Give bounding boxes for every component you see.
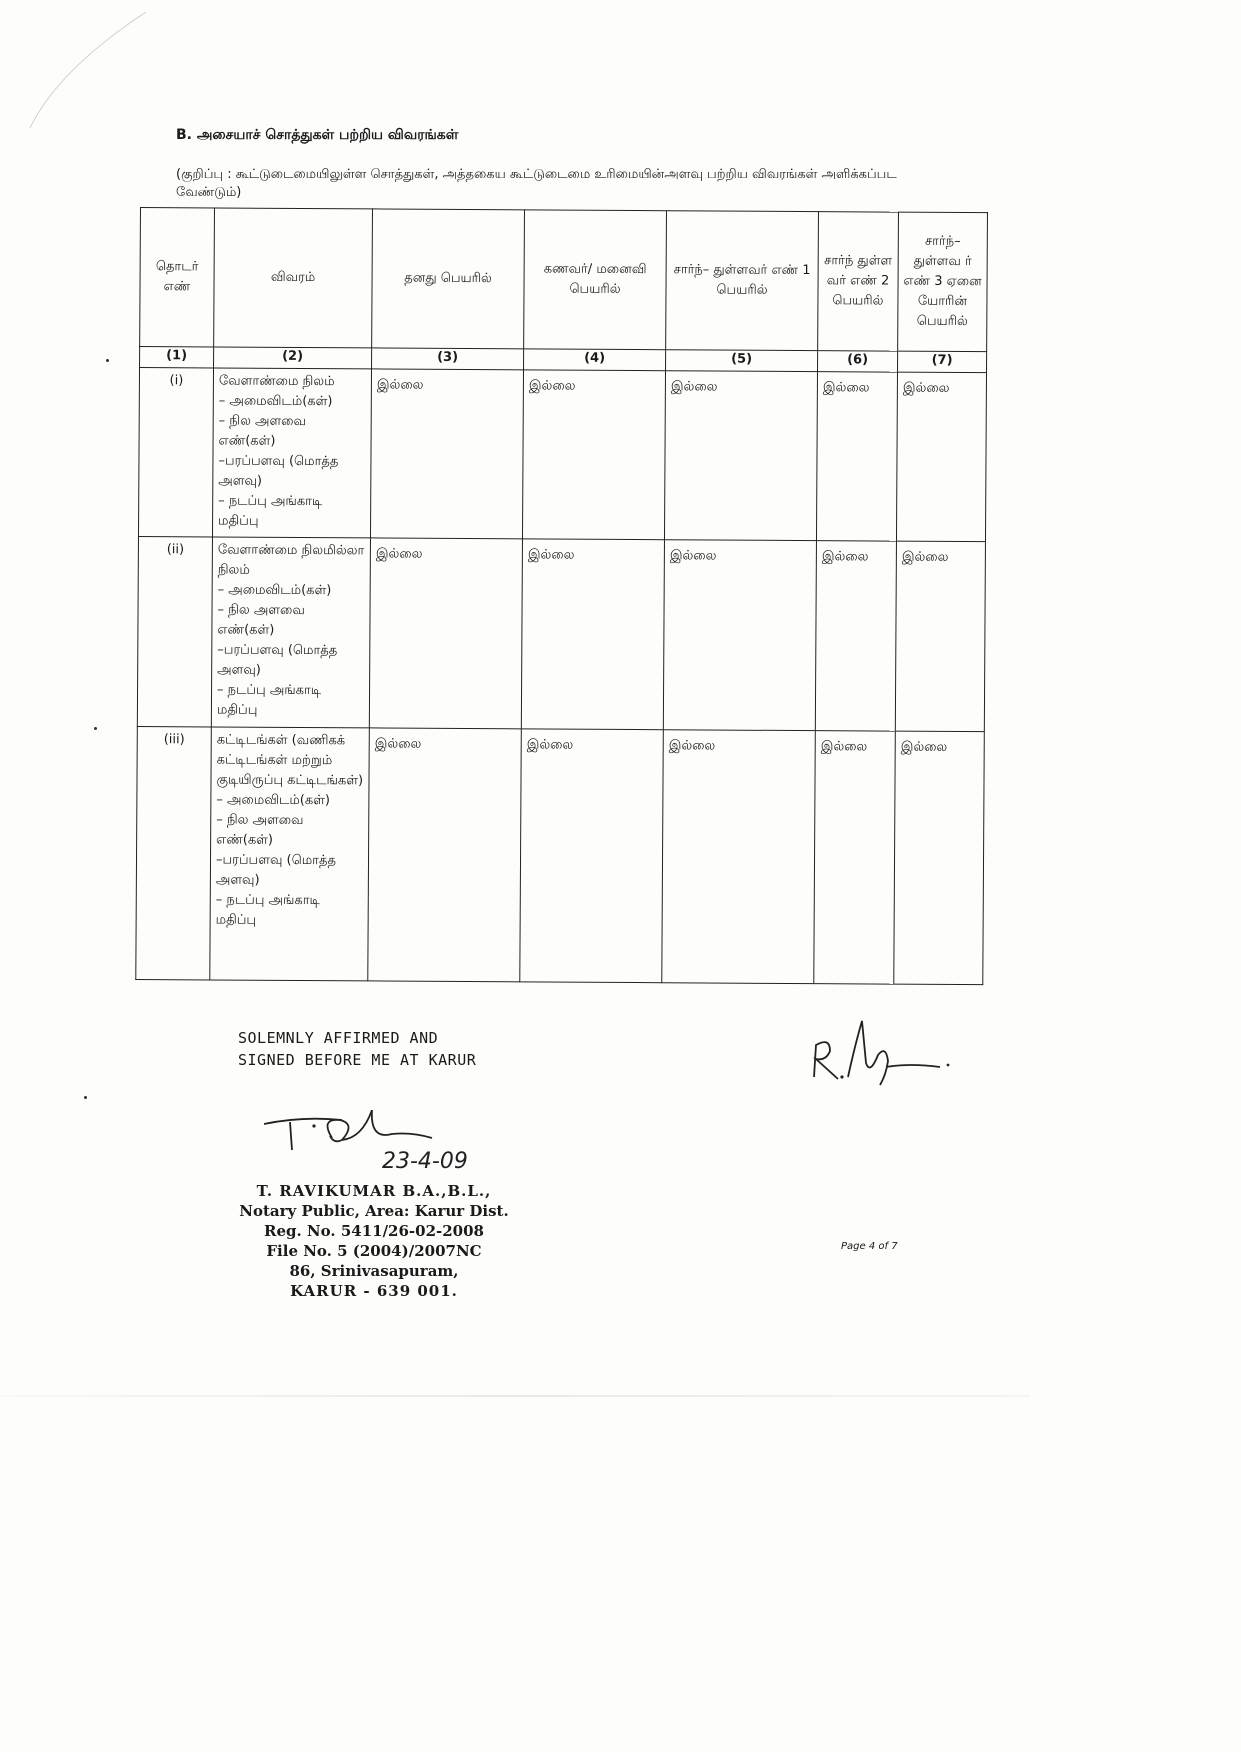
column-number: (4) <box>524 349 666 371</box>
immovable-assets-table <box>135 207 988 985</box>
value-cell: இல்லை <box>370 369 523 539</box>
scan-dot <box>94 727 97 730</box>
description-line: கட்டிடங்கள் (வணிகக் கட்டிடங்கள் மற்றும் குடியிருப்பு கட்டிடங்கள்) <box>216 732 364 789</box>
description-line: – நில அளவை எண்(கள்) <box>218 413 306 449</box>
affirmation-line: SIGNED BEFORE ME AT KARUR <box>238 1051 477 1069</box>
row-serial: (i) <box>138 368 213 537</box>
description-line: – நில அளவை எண்(கள்) <box>216 812 304 848</box>
notary-city: KARUR - 639 001. <box>290 1282 458 1300</box>
row-description <box>211 537 370 728</box>
header-spouse: கணவர்/ மனைவி பெயரில் <box>524 210 667 350</box>
page-number: Page 4 of 7 <box>841 1241 898 1252</box>
row-description <box>210 727 370 981</box>
value-cell: இல்லை <box>521 539 664 730</box>
scan-dot <box>84 1096 87 1099</box>
description-line: – அமைவிடம்(கள்) <box>218 393 333 410</box>
value-cell: இல்லை <box>815 541 896 731</box>
table-row <box>138 368 986 542</box>
header-serial: தொடர் எண் <box>140 208 215 347</box>
notary-stamp <box>234 1181 514 1301</box>
description-line: – நடப்பு அங்காடி மதிப்பு <box>216 682 322 718</box>
value-cell: இல்லை <box>816 372 897 541</box>
description-line: – நடப்பு அங்காடி மதிப்பு <box>218 493 323 529</box>
affirmation-line: SOLEMNLY AFFIRMED AND <box>238 1029 439 1047</box>
header-self: தனது பெயரில் <box>372 209 525 349</box>
description-line: – அமைவிடம்(கள்) <box>216 792 331 809</box>
value-cell: இல்லை <box>895 541 985 732</box>
header-dependent-2: சார்ந் துள்ள வர் எண் 2 பெயரில் <box>818 212 899 351</box>
value-cell: இல்லை <box>894 731 985 985</box>
row-serial: (ii) <box>137 536 212 726</box>
description-line: –பரப்பளவு (மொத்த அளவு) <box>215 852 336 888</box>
column-number: (6) <box>818 351 898 372</box>
notary-address: 86, Srinivasapuram, <box>289 1262 459 1280</box>
table-header-row <box>140 208 988 352</box>
description-line: – நடப்பு அங்காடி மதிப்பு <box>215 892 320 928</box>
value-cell: இல்லை <box>522 370 665 540</box>
header-dependent-1: சார்ந்– துள்ளவர் எண் 1 பெயரில் <box>666 211 819 351</box>
header-dependent-3: சார்ந்– துள்ளவ ர் எண் 3 ஏனை யோரின் பெயரில் <box>898 212 988 352</box>
row-serial: (iii) <box>136 726 212 979</box>
notary-signature <box>262 1110 532 1190</box>
assets-table-wrapper <box>135 207 988 985</box>
description-line: வேளாண்மை நிலம் <box>218 373 335 390</box>
column-number: (1) <box>140 347 214 368</box>
column-number: (3) <box>372 348 524 370</box>
description-line: –பரப்பளவு (மொத்த அளவு) <box>218 453 339 489</box>
value-cell: இல்லை <box>896 372 986 542</box>
table-row <box>136 726 985 984</box>
description-line: – நில அளவை எண்(கள்) <box>217 602 305 638</box>
column-number: (7) <box>898 351 987 373</box>
description-line: வேளாண்மை நிலமில்லா நிலம் <box>217 542 365 578</box>
value-cell: இல்லை <box>368 728 522 982</box>
scan-artifact <box>28 10 148 130</box>
deponent-signature <box>800 1015 960 1090</box>
header-description: விவரம் <box>214 208 373 348</box>
scan-dot <box>106 359 109 362</box>
row-description <box>212 368 371 538</box>
value-cell: இல்லை <box>369 538 522 729</box>
column-number: (2) <box>214 347 372 369</box>
value-cell: இல்லை <box>662 730 816 984</box>
value-cell: இல்லை <box>814 731 896 984</box>
notary-reg-no: Reg. No. 5411/26-02-2008 <box>263 1222 484 1240</box>
notary-area: Notary Public, Area: Karur Dist. <box>239 1202 509 1220</box>
description-line: –பரப்பளவு (மொத்த அளவு) <box>217 642 338 678</box>
notary-signature-date: 23-4-09 <box>382 1149 468 1174</box>
value-cell: இல்லை <box>520 729 664 983</box>
section-heading: B. அசையாச் சொத்துகள் பற்றிய விவரங்கள் <box>176 127 459 143</box>
affirmation-text <box>238 1027 476 1071</box>
table-row <box>137 536 985 731</box>
section-note: (குறிப்பு : கூட்டுடைமையிலுள்ள சொத்துகள், அத்தகைய கூட்டுடைமை உரிமையின்அளவு பற்றிய விவரங்கள் அளிக்கப்பட வேண்டும்) <box>176 167 897 200</box>
value-cell: இல்லை <box>663 540 816 731</box>
column-number: (5) <box>666 350 818 372</box>
value-cell: இல்லை <box>664 371 817 541</box>
notary-name: T. RAVIKUMAR B.A.,B.L., <box>256 1182 492 1200</box>
description-line: – அமைவிடம்(கள்) <box>217 582 332 599</box>
scan-artifact-line <box>0 1395 1030 1397</box>
notary-file-no: File No. 5 (2004)/2007NC <box>266 1242 482 1260</box>
